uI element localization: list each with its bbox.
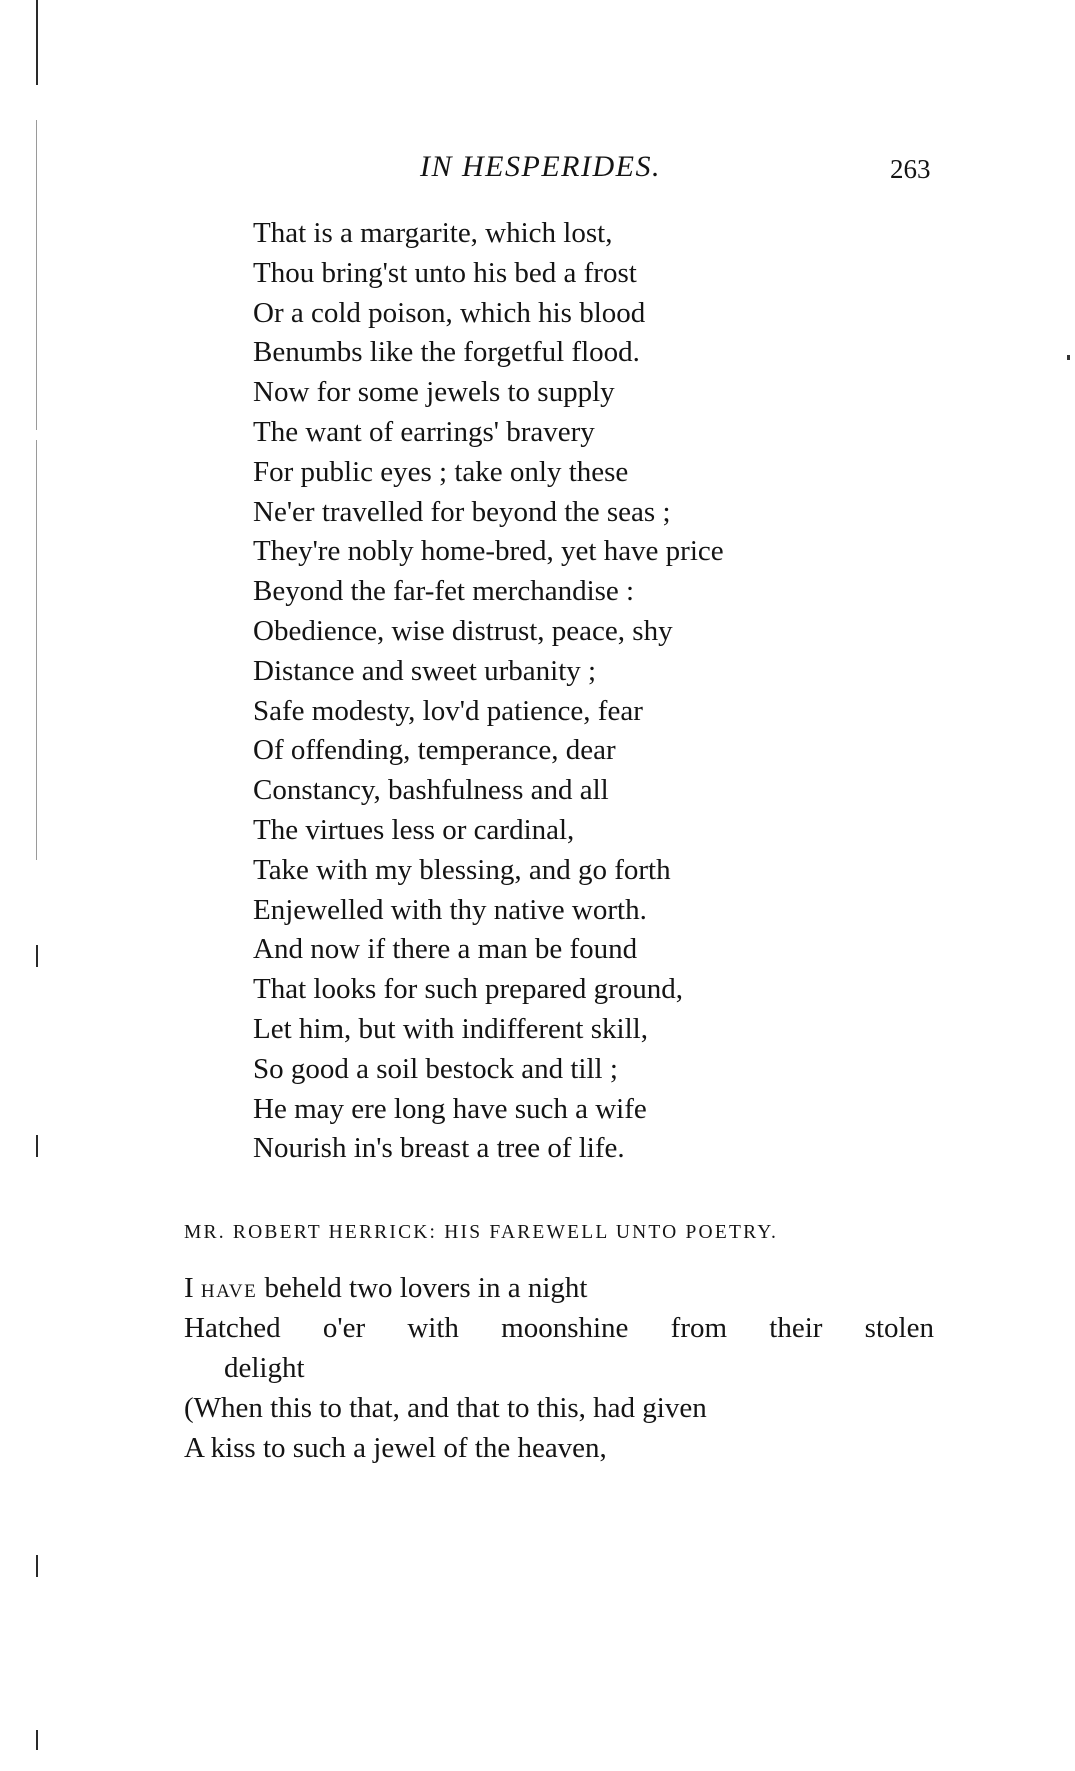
word: their xyxy=(769,1312,823,1344)
poem-continuation xyxy=(253,214,973,1169)
drop-initial: I xyxy=(184,1272,201,1304)
verse-line: Ne'er travelled for beyond the seas ; xyxy=(253,495,671,528)
verse-line: The virtues less or cardinal, xyxy=(253,813,575,846)
verse-line: That looks for such prepared ground, xyxy=(253,973,684,1006)
verse-line: Obedience, wise distrust, peace, shy xyxy=(253,614,673,647)
word: Hatched xyxy=(184,1312,281,1344)
verse-turnover: delight xyxy=(224,1352,305,1384)
verse-line: That is a margarite, which lost, xyxy=(253,217,613,249)
verse-line: Or a cold poison, which his blood xyxy=(253,296,646,329)
binding-edge-mark xyxy=(36,1730,38,1750)
verse-line-justified xyxy=(184,1308,934,1348)
running-title: IN HESPERIDES. xyxy=(420,150,661,183)
verse-line: For public eyes ; take only these xyxy=(253,455,629,488)
verse-line-rest: beheld two lovers in a night xyxy=(257,1272,588,1304)
verse-line: Constancy, bashfulness and all xyxy=(253,774,609,807)
verse-line: Enjewelled with thy native worth. xyxy=(253,893,647,926)
poem-title: MR. ROBERT HERRICK: HIS FAREWELL UNTO POETRY. xyxy=(184,1222,779,1243)
running-head xyxy=(0,150,1075,190)
verse-line: They're nobly home-bred, yet have price xyxy=(253,535,724,568)
word: moonshine xyxy=(501,1312,629,1344)
verse-line: The want of earrings' bravery xyxy=(253,415,595,448)
word: from xyxy=(670,1312,728,1344)
word: with xyxy=(407,1312,459,1344)
verse-line: Nourish in's breast a tree of life. xyxy=(253,1132,625,1165)
verse-line: Thou bring'st unto his bed a frost xyxy=(253,256,637,289)
binding-edge-mark xyxy=(36,1135,38,1157)
verse-line: Safe modesty, lov'd patience, fear xyxy=(253,694,643,727)
farewell-poem xyxy=(184,1268,944,1468)
verse-line: Benumbs like the forgetful flood. xyxy=(253,336,640,369)
word: o'er xyxy=(322,1312,366,1344)
verse-line: And now if there a man be found xyxy=(253,933,638,966)
verse-line xyxy=(184,1268,944,1308)
verse-line: Take with my blessing, and go forth xyxy=(253,853,671,886)
ink-speck xyxy=(1067,355,1070,360)
binding-edge-mark xyxy=(36,440,37,860)
verse-line: A kiss to such a jewel of the heaven, xyxy=(184,1432,607,1464)
verse-line: Of offending, temperance, dear xyxy=(253,734,616,767)
binding-edge-mark xyxy=(36,945,38,967)
page-number: 263 xyxy=(890,154,931,184)
verse-line: He may ere long have such a wife xyxy=(253,1092,647,1125)
verse-line: Now for some jewels to supply xyxy=(253,376,615,409)
word: stolen xyxy=(864,1312,934,1344)
smallcaps-word: HAVE xyxy=(200,1281,258,1302)
verse-line: So good a soil bestock and till ; xyxy=(253,1052,618,1085)
verse-line: Let him, but with indifferent skill, xyxy=(253,1012,648,1045)
binding-edge-mark xyxy=(36,1555,38,1577)
verse-line: Beyond the far-fet merchandise : xyxy=(253,575,635,608)
binding-edge-mark xyxy=(36,0,38,85)
verse-line: (When this to that, and that to this, had given xyxy=(184,1392,707,1424)
verse-line: Distance and sweet urbanity ; xyxy=(253,654,597,687)
